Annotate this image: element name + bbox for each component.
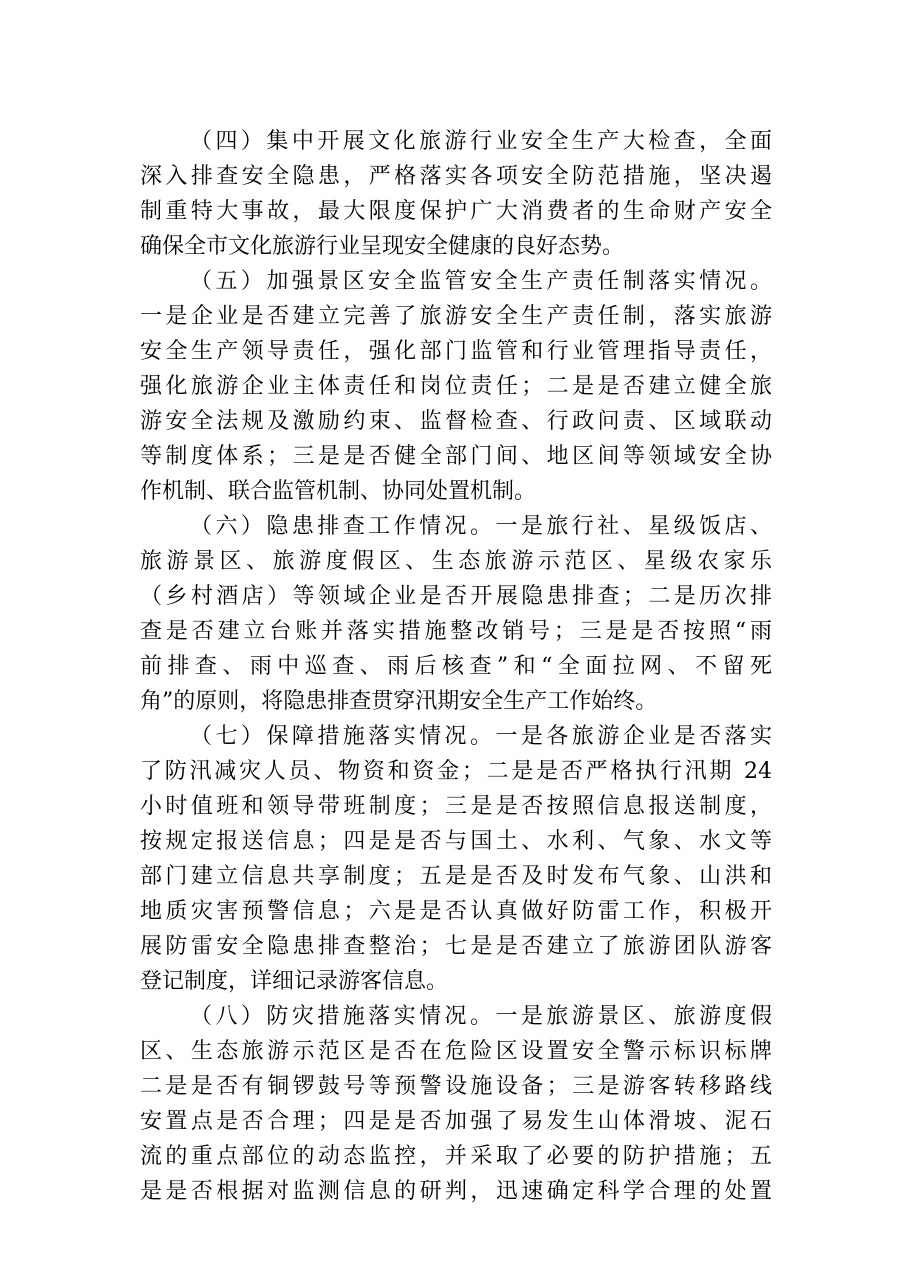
text-line: 部门建立信息共享制度；五是是否及时发布气象、山洪和 [140,864,772,889]
text-line: 二是是否有铜锣鼓号等预警设施设备；三是游客转移路线 [140,1074,772,1099]
text-line: 查是否建立台账并落实措施整改销号；三是是否按照“雨 [140,619,772,644]
paragraph-section-4 [140,124,772,264]
paragraph-section-6 [140,509,772,719]
text-line: 前排查、雨中巡查、雨后核查”和“全面拉网、不留死 [140,654,772,679]
text-line: 角”的原则，将隐患排查贯穿汛期安全生产工作始终。 [140,689,658,714]
text-line: 制重特大事故，最大限度保护广大消费者的生命财产安全 [140,199,772,224]
text-line: 登记制度，详细记录游客信息。 [140,969,449,994]
text-line: 强化旅游企业主体责任和岗位责任；二是是否建立健全旅 [140,374,772,399]
paragraph-section-8 [140,999,772,1209]
text-line: 流的重点部位的动态监控，并采取了必要的防护措施；五 [140,1144,772,1169]
text-line: （五）加强景区安全监管安全生产责任制落实情况。 [190,269,772,294]
paragraph-section-7 [140,719,772,999]
text-line: （八）防灾措施落实情况。一是旅游景区、旅游度假 [190,1004,772,1029]
text-line: 是是否根据对监测信息的研判，迅速确定科学合理的处置 [140,1179,772,1204]
text-line: 深入排查安全隐患，严格落实各项安全防范措施，坚决遏 [140,164,772,189]
text-line: 作机制、联合监管机制、协同处置机制。 [140,479,537,504]
text-line: 展防雷安全隐患排查整治；七是是否建立了旅游团队游客 [140,934,772,959]
text-line: 小时值班和领导带班制度；三是是否按照信息报送制度， [140,794,772,819]
text-line: 按规定报送信息；四是是否与国土、水利、气象、水文等 [140,829,772,854]
paragraph-section-5 [140,264,772,509]
text-line: 安置点是否合理；四是是否加强了易发生山体滑坡、泥石 [140,1109,772,1134]
text-line: 旅游景区、旅游度假区、生态旅游示范区、星级农家乐 [140,549,772,574]
text-line: 一是企业是否建立完善了旅游安全生产责任制，落实旅游 [140,304,772,329]
document-body [140,124,772,1209]
text-line: 游安全法规及激励约束、监督检查、行政问责、区域联动 [140,409,772,434]
text-line: （七）保障措施落实情况。一是各旅游企业是否落实 [190,724,772,749]
text-line: （乡村酒店）等领域企业是否开展隐患排查；二是历次排 [140,584,772,609]
text-line: （六）隐患排查工作情况。一是旅行社、星级饭店、 [190,514,772,539]
text-line: 区、生态旅游示范区是否在危险区设置安全警示标识标牌 [140,1039,772,1064]
text-line: 地质灾害预警信息；六是是否认真做好防雷工作，积极开 [140,899,772,924]
text-line: 等制度体系；三是是否健全部门间、地区间等领域安全协 [140,444,772,469]
text-line: 确保全市文化旅游行业呈现安全健康的良好态势。 [140,234,625,259]
text-line: 安全生产领导责任，强化部门监管和行业管理指导责任， [140,339,772,364]
text-line: （四）集中开展文化旅游行业安全生产大检查，全面 [190,129,772,154]
text-line: 了防汛减灾人员、物资和资金；二是是否严格执行汛期 24 [140,759,772,784]
